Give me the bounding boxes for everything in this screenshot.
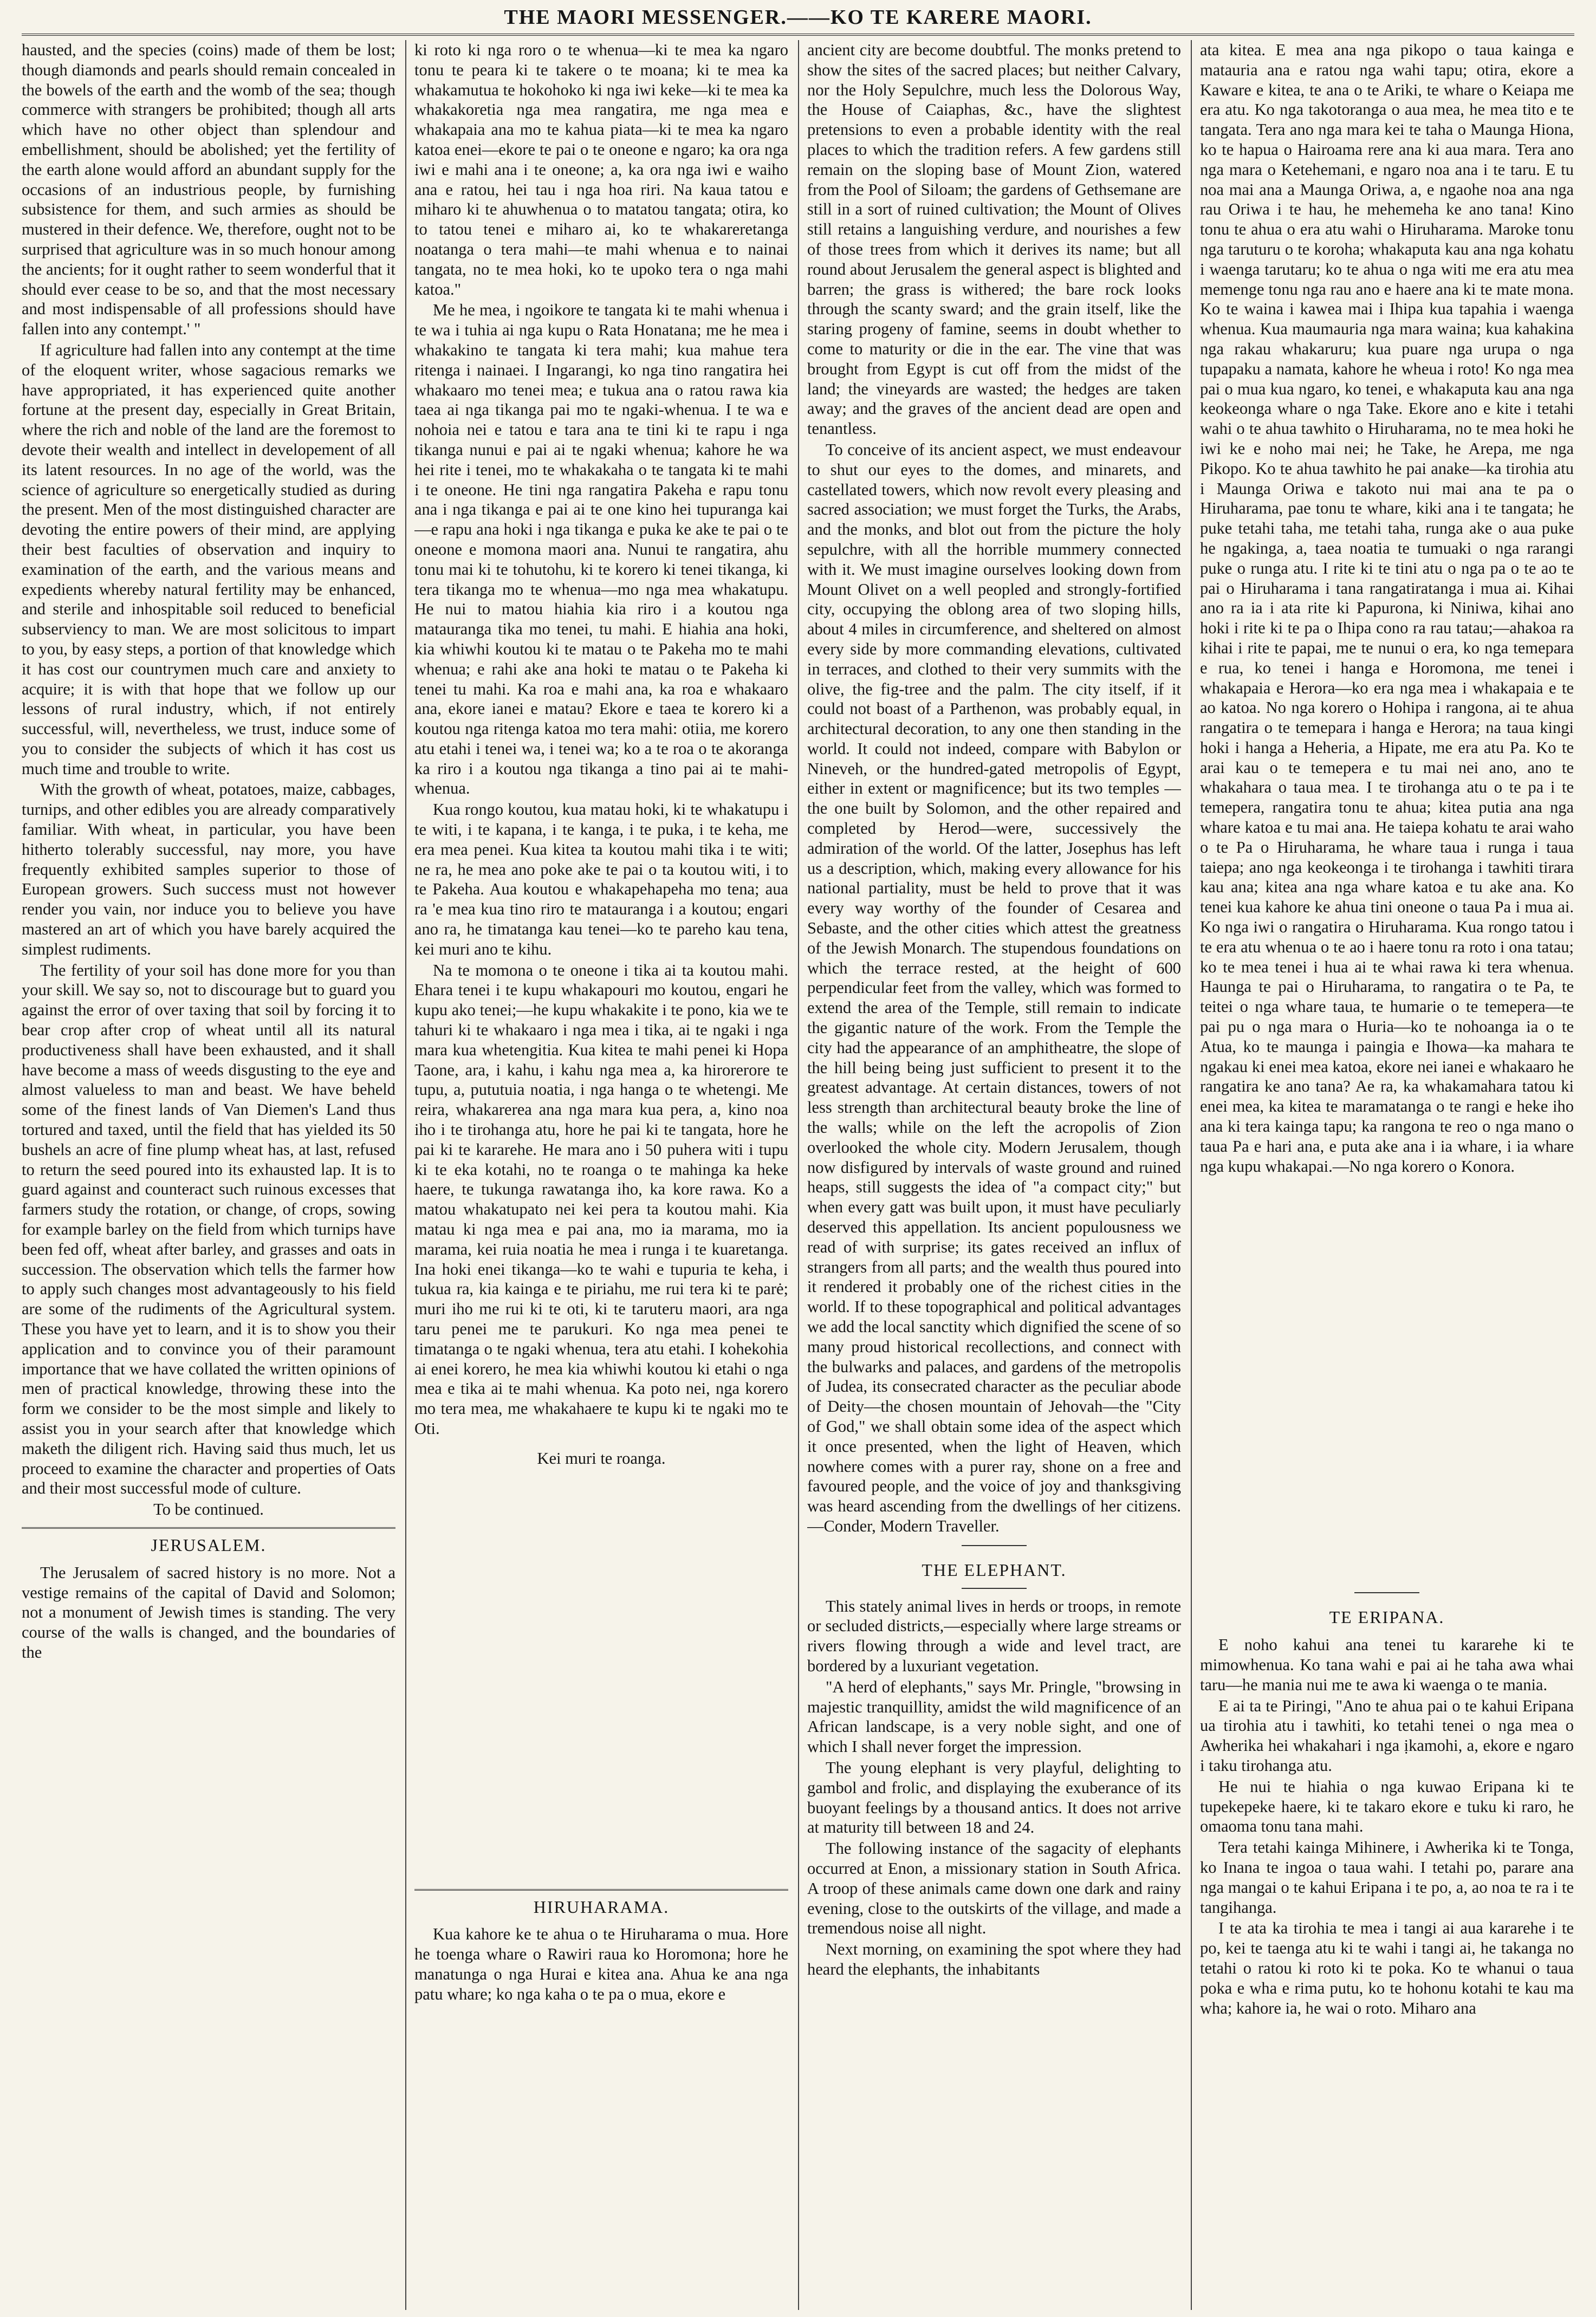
paragraph: hausted, and the species (coins) made of them be lost; though diamonds and pearls should remain concealed in the bowels of the earth and the womb of the sea; though commerce with strangers be prohibited; though all arts which have no other object than splendour and embellishment, should be abolished; yet the fertility of the earth alone would afford an abundant supply for the occasions of an industrious people, by furnishing subsistence for them, and such armies as should be mustered in their defence. We, therefore, ought not to be surprised that agriculture was in so much honour among the ancients; for it ought rather to seem wonderful that it should ever cease to be so, and that the most necessary and most indispensable of all professions should have fallen into any contempt.' ": [22, 41, 395, 339]
paragraph: The fertility of your soil has done more for you than your skill. We say so, not to discourage but to guard you against the error of over taxing that soil by forcing it to bear crop after crop of wheat until all its natural productiveness shall have been exhausted, and it shall have become a mass of weeds disgusting to the eye and almost valueless to man and beast. We have beheld some of the finest lands of Van Diemen's Land thus tortured and taxed, until the field that has yielded its 50 bushels an acre of fine plump wheat has, at last, refused to return the seed poured into its exhausted lap. It is to guard against and counteract such ruinous excesses that farmers study the rotation, or change, of crops, sowing for example barley on the field from which turnips have been fed off, wheat after barley, and grasses and oats in succession. The observation which tells the farmer how to apply such changes most advantageously to his field are some of the rudiments of the Agricultural system. These you have yet to learn, and it is to show you their application and to convince you of their paramount importance that we have collated the written opinions of men of practical knowledge, throwing these into the form we consider to be the most simple and likely to assist you in your search after that knowledge which maketh the diligent rich. Having said thus much, let us proceed to examine the character and properties of Oats and their most successful mode of culture.: [22, 960, 395, 1498]
section-heading-te-eripana: TE ERIPANA.: [1329, 1607, 1445, 1627]
column-divider: [798, 40, 799, 2310]
column-divider: [405, 40, 406, 2310]
paragraph: Kua kahore ke te ahua o te Hiruharama o mua. Hore he toenga whare o Rawiri raua ko Horomona; hore he manatunga o nga Hurai e kitea ana. Ahua ke ana nga patu whare; ko nga kaha o te pa o mua, ekore e: [414, 1925, 788, 2003]
paragraph: The young elephant is very playful, delighting to gambol and frolic, and displaying the exuberance of its buoyant feelings by a thousand antics. It does not arrive at maturity till between 18 and 24.: [807, 1758, 1181, 1837]
divider: [962, 1545, 1027, 1546]
column-1: [22, 40, 395, 2310]
divider: [1354, 1592, 1419, 1593]
paragraph: The following instance of the sagacity of elephants occurred at Enon, a missionary station in South Africa. A troop of these animals came down one dark and rainy evening, close to the outskirts of the village, and made a tremendous noise all night.: [807, 1839, 1181, 1938]
section-heading-hiruharama: HIRUHARAMA.: [414, 1889, 788, 1917]
paragraph: If agriculture had fallen into any contempt at the time of the eloquent writer, whose sagacious remarks we have appropriated, it has experienced quite another fortune at the present day, especially in Great Britain, where the rich and noble of the land are the foremost to devote their wealth and intellect in developement of all its latent resources. In no age of the world, was the science of agriculture so energetically studied as during the present. Men of the most distinguished character are devoting the entire powers of their mind, are applying their best faculties of observation and inquiry to examination of the earth, and the various means and expedients whereby natural fertility may be enhanced, and sterile and inhospitable soil reduced to beneficial subserviency to man. We are most solicitous to impart to you, by easy steps, a portion of that knowledge which it has cost our countrymen much care and anxiety to acquire; it is with that hope that we follow up our lessons of rural industry, which, if not entirely successful, will, nevertheless, we trust, induce some of you to consider the subjects of which it has cost us much time and trouble to write.: [22, 340, 395, 778]
divider: [962, 1588, 1027, 1589]
blank-space: [1200, 1177, 1574, 1583]
paragraph: The Jerusalem of sacred history is no more. Not a vestige remains of the capital of David and Solomon; not a monument of Jewish times is standing. The very course of the walls is changed, and the boundaries of the: [22, 1563, 395, 1662]
masthead: THE MAORI MESSENGER.——KO TE KARERE MAORI.: [504, 6, 1092, 29]
paragraph: E noho kahui ana tenei tu kararehe ki te mimowhenua. Ko tana wahi e pai ai he taha awa whai taru—he mania nui me te awa ki waenga o te mania.: [1200, 1635, 1574, 1694]
masthead-rule: [22, 34, 1574, 36]
paragraph: Me he mea, i ngoikore te tangata ki te mahi whenua i te wa i tuhia ai nga kupu o Rata Honatana; me he mea i whakakino te tangata ki tera mahi; kua mahue tera ritenga i nainaei. I Ingarangi, ko nga tino rangatira hei whakaaro mo tenei mea; e tukua ana o ratou rawa kia taea ai nga tikanga pai mo te ngaki-whenua. I te wa e nohoia nei e tatou e tara ana te tini ki te rapu i nga tikanga nunui e pai ai te ngaki whenua; kahore he wa hei rite i tenei, mo te whakakaha o te tangata ki te mahi i te oneone. He tini nga rangatira Pakeha e rapu tonu ana i nga tikanga e pai ai te one kino hei tupuranga kai—e rapu ana hoki i nga tikanga e puka ke ake te pai o te oneone e momona maori ana. Nunui te rangatira, ahu tonu mai ki te tohutohu, ki te korero ki tenei tikanga, ki tera tikanga mo te whenua—mo nga mea whakatupu. He nui to matou hiahia kia riro i a koutou nga matauranga tika mo tenei, tu mahi. E hiahia ana hoki, kia whiwhi koutou ki te matau o te Pakeha mo te mahi whenua; e rahi ake ana hoki te matau o te Pakeha ki tenei tu mahi. Ka roa e mahi ana, ka roa e whakaaro ana, ekore ianei e matau? Ekore e taea te korero ki a koutou nga ritenga katoa mo tera mahi: otiia, me korero atu etahi i tenei wa, i tenei wa; ko a te roa o te akoranga ka riro i a koutou nga tikanga a tino pai ai te mahi-whenua.: [414, 301, 788, 798]
paragraph: With the growth of wheat, potatoes, maize, cabbages, turnips, and other edibles you are already comparatively familiar. With wheat, in particular, you have been hitherto tolerably successful, nay more, you have frequently exhibited samples superior to those of European growers. Such success must not however render you vain, nor induce you to believe you have mastered an art of which you have barely acquired the simplest rudiments.: [22, 780, 395, 958]
continued-note: Kei muri te roanga.: [537, 1449, 666, 1468]
paragraph: Na te momona o te oneone i tika ai ta koutou mahi. Ehara tenei i te kupu whakapouri mo koutou, engari he kupu ako tenei;—he kupu whakakite i te pono, kia we te tahuri ki te whakaaro i nga mea i tika, ai te ngaki i nga mara kua whetengitia. Kua kitea te mahi penei ki Hopa Taone, ara, i kahu, i kahu nga mea a, ka hirorerore te tupu, a, pututuia noatia, i nga hanga o te whetengi. Me reira, whakarerea ana nga mara kua pera, a, kino noa iho i te tirohanga atu, hore he pai ki te tangata, hore he pai ki te kararehe. He mara ano i 50 puhera witi i tupu ki te eka kotahi, no te roanga o te mahinga ka heke haere, te tukunga rawatanga iho, ka kore rawa. Ko a matou whakatupato nei kei pera ta koutou mahi. Kia matau ki nga mea e pai ana, mo ia marama, mo ia marama, kei ruia noatia he mea i runga i te kuaretanga. Ina hoki enei tikanga—ko te wahi e tupuria te keha, i tukua ra, kia kainga e te piriahu, me rui tera ki te parė; muri iho me rui ki te oti, ki te taruteru maori, ara nga taru penei me te parukuri. Ko nga mea penei te timatanga o te ngaki whenua, tera atu etahi. I kohekohia ai enei korero, he mea kia whiwhi koutou ki etahi o nga mea e tika ai te mahi whenua. Ka poto nei, nga korero mo tera mea, me whakahaere te kupu ki te ngaki mo te Oti.: [414, 960, 788, 1438]
column-3: [807, 40, 1181, 2310]
column-divider: [1191, 40, 1192, 2310]
section-heading-elephant: THE ELEPHANT.: [922, 1560, 1067, 1580]
paragraph: Next morning, on examining the spot where they had heard the elephants, the inhabitants: [807, 1940, 1181, 1978]
paragraph: E ai ta te Piringi, "Ano te ahua pai o te kahui Eripana ua tirohia atu i tawhiti, ko tetahi tenei o nga mea o Awherika hei whakahari i nga ịkamohi, a, ekore e ngaro i taku tirohanga atu.: [1200, 1696, 1574, 1775]
paragraph: He nui te hiahia o nga kuwao Eripana ki te tupekepeke haere, ki te takaro ekore e tuku ki raro, he omaoma tonu tana mahi.: [1200, 1777, 1574, 1836]
paragraph: ancient city are become doubtful. The monks pretend to show the sites of the sacred places; but neither Calvary, nor the Holy Sepulchre, much less the Dolorous Way, the House of Caiaphas, &c., have the slightest pretensions to even a probable identity with the real places to which the tradition refers. A few gardens still remain on the sloping base of Mount Zion, watered from the Pool of Siloam; the gardens of Gethsemane are still in a sort of ruined cultivation; the Mount of Olives still retains a languishing verdure, and nourishes a few of those trees from which it derives its name; but all round about Jerusalem the general aspect is blighted and barren; the grass is withered; the bare rock looks through the scanty sward; and the grain itself, like the staring progeny of famine, seems in doubt whether to come to maturity or die in the ear. The vine that was brought from Egypt is cut off from the midst of the land; the vineyards are wasted; the hedges are taken away; and the graves of the ancient dead are open and tenantless.: [807, 41, 1181, 438]
column-2: [414, 40, 788, 2310]
continued-note: To be continued.: [153, 1500, 264, 1519]
paragraph: To conceive of its ancient aspect, we must endeavour to shut our eyes to the domes, and minarets, and castellated towers, which now revolt every pleasing and sacred association; we must forget the Turks, the Arabs, and the monks, and blot out from the picture the holy sepulchre, with all the horrible mummery connected with it. We must imagine ourselves looking down from Mount Olivet on a well peopled and strongly-fortified city, occupying the oblong area of two sloping hills, about 4 miles in circumference, and sheltered on almost every side by more commanding elevations, cultivated in terraces, and clothed to their very summits with the olive, the fig-tree and the palm. The city itself, if it could not boast of a Parthenon, was probably equal, in architectural decoration, to any one then standing in the world. It could not indeed, compare with Babylon or Nineveh, or the hundred-gated metropolis of Egypt, either in extent or magnificence; but its two temples —the one built by Solomon, and the other repaired and completed by Herod—were, successively the admiration of the world. Of the latter, Josephus has left us a description, which, making every allowance for his national partiality, must be held to prove that it was every way worthy of the founder of Cesarea and Sebaste, and the other cities which attest the greatness of the Jewish Monarch. The stupendous foundations on which the terrace rested, at the height of 600 perpendicular feet from the valley, which was formed to extend the area of the Temple, still remain to indicate the gigantic nature of the work. From the Temple the city had the appearance of an amphitheatre, the slope of the hill being being just sufficient to present it to the greatest advantage. At certain distances, towers of not less strength than architectural beauty broke the line of the walls; while on the left the acropolis of Zion overlooked the whole city. Modern Jerusalem, though now disfigured by intervals of waste ground and ruined heaps, still suggests the idea of "a compact city;" but when every gatt was built upon, it must have peculiarly deserved this appellation. Its ancient populousness we read of with surprise; its gates received an influx of strangers from all parts; and the wealth thus poured into it rendered it probably one of the richest cities in the world. If to these topographical and political advantages we add the local sanctity which dignified the scene of so many proud historical recollections, and connect with the bulwarks and palaces, and gardens of the metropolis of Judea, its consecrated character as the peculiar abode of Deity—the chosen mountain of Jehovah—the "City of God," we shall obtain some idea of the aspect which it once presented, when the light of Heaven, which nowhere comes with a purer ray, shone on a free and favoured people, and the voice of joy and thanksgiving was heard ascending from the dwellings of her citizens.—Conder, Modern Traveller.: [807, 440, 1181, 1535]
paragraph: I te ata ka tirohia te mea i tangi ai aua kararehe i te po, kei te taenga atu ki te wahi i tangi ai, he takanga no tetahi o ratou ki roto ki te poka. Ko te whanui o taua poka e wha e rima putu, ko te hohonu kotahi te kau ma wha; kahore ia, he wai o roto. Miharo ana: [1200, 1919, 1574, 2017]
section-heading-jerusalem: JERUSALEM.: [22, 1527, 395, 1555]
paragraph: This stately animal lives in herds or troops, in remote or secluded districts,—especially where large streams or rivers flowing through a wide and level tract, are bordered by a luxuriant vegetation.: [807, 1596, 1181, 1675]
column-4: [1200, 40, 1574, 2310]
paragraph: Kua rongo koutou, kua matau hoki, ki te whakatupu i te witi, i te kapana, i te kanga, i te puka, i te keha, me era mea penei. Kua kitea ta koutou mahi tika i te witi; ne ra, he mea ano poke ake te pai o ta koutou witi, i to te Pakeha. Aua koutou e whakapehapeha mo tena; aua ra 'e mea kua tino riro te matauranga i a koutou; engari ano ra, he timatanga kau tenei—ko te pareho kau tena, kei muri ano te kihu.: [414, 800, 788, 958]
paragraph: ki roto ki nga roro o te whenua—ki te mea ka ngaro tonu te peara ki te takere o te moana; ki te mea ka whakamutua te hokohoko ki nga iwi keke—ki te mea ka whakakoretia nga mea rangatira, me nga mea e whakapaia ana mo te kahua piata—ki te mea ka ngaro katoa enei—ekore te pai o te oneone e ngaro; ka ora nga iwi e mahi ana i te oneone; a, ka ora nga iwi e waiho ana e ratou, hei tau i nga hoa riri. Na kaua tatou e miharo ki te ahuwhenua o to matatou tangata; otira, ko to tatou tenei e miharo ai, ko te whakareretanga noatanga o tera mahi—te mahi whenua e to nainai tangata, no te mea hoki, ko te upoko tera o nga mahi katoa.": [414, 41, 788, 298]
paragraph: Tera tetahi kainga Mihinere, i Awherika ki te Tonga, ko Inana te ingoa o taua wahi. I tetahi po, parare ana nga mangai o te kahui Eripana i te po, a, ao noa te ra i te tangihanga.: [1200, 1838, 1574, 1917]
paragraph: ata kitea. E mea ana nga pikopo o taua kainga e matauria ana e ratou nga wahi tapu; otira, ekore a Kaware e kitea, te ana o te Ariki, te whare o Keiapa me era atu. Ko nga takotoranga o aua mea, he mea tito e te tangata. Tera ano nga mara kei te taha o Maunga Hiona, ko te hapua o Hairoama rere ana ki aua mara. Tera ano nga mara o Ketehemani, e ngaro noa ana i te taru. E tu noa mai ana a Maunga Oriwa, a, e ngaohe noa ana nga rau Oriwa i te hau, he mehemeha ke ano tana! Kino tonu te ahua o era atu wahi o Hiruharama. Maroke tonu nga taruturu o te koroha; whakaputa kau ana nga kohatu i waenga tarutaru; ko te ahua o nga witi me era atu mea memenge tonu nga rau ano e haere ana ki te mate mona. Ko te waina i kawea mai i Ihipa kua tapahia i waenga whenua. Kua maumauria nga mara waina; kua kahakina nga rakau whakaruru; kua puare nga urupa o nga tupapaku a namata, kahore he wheua i roto! Ko nga mea pai o mua kua ngaro, ko tenei, e whakaputa kau ana nga keokeonga whare o nga Take. Ekore ano e kite i tetahi wahi o te ahua tawhito o Hiruharama, no te mea hoki he iwi ke e noho mai nei; he Take, he Arepa, me nga Pikopo. Ko te ahua tawhito he pai anake—ka tirohia atu i Maunga Oriwa e takoto nui mai ana te pa o Hiruharama, pae tonu te whare, kiki ana i te tangata; he puke tetahi taha, me tetahi taha, runga ake o aua puke he ngakinga, a, taea noatia te tumuaki o nga rarangi puke o runga atu. I rite ki te tini atu o nga pa o te ao te pai o Hiruharama i tana rangatiratanga i mua ai. Kihai ano ra ia i ata rite ki Papurona, ki Niniwa, kihai ano hoki i rite ki te pa o Ihipa cono ra rau tatau;—ahakoa ra kihai i rite te papai, me te nunui o era, ko nga temepara e rua, ko tenei i hanga e Horomona, me tenei i whakapaia e Herora—ko era nga mea i whakapaia e te ao katoa. No nga korero o Hohipa i rangona, ai te ahua rangatira o te temepara i hanga e Herora; na taua kingi hoki i hanga a Heheria, a Hipate, me era atu Pa. Ko te arai kau o te temepera e tu mai nei ano, ano te whakahara o taua mea. I te tirohanga atu o te pa i te temepera, rangatira tonu te ahua; kitea putia ana nga whare katoa e tu mai ana. He taiepa kohatu te arai waho o te Pa o Hiruharama, he whare taua i runga i taua taiepa; ano nga keokeonga i te tirohanga i tawhiti tirara kau ana; kitea ana nga whare katoa e tu ake ana. Ko tenei kua kahore ke ahua tini oneone o taua Pa i mua ai. Ko nga iwi o rangatira o Hiruharama. Kua rongo tatou i te era atu whenua o te ao i haere tonu ra roto i ona tatau; ko te mea tenei i hua ai te whai rawa ki tera whenua. Haunga te pai o Hiruharama, to rangatira o te Pa, te teitei o nga whare taua, te humarie o te temepera—te pai pu o nga mara o Huria—ko te nohoanga ia o te Atua, ko te maunga i paingia e Ihowa—ka mahara te ngakau ki enei mea katoa, ekore nei ianei e whakaaro he rangatira ke ano tana? Ae ra, ka whakamahara tatou ki enei mea, ka kitea te maramatanga o te rangi e heke iho ana ki tera kainga tapu; ka rangona te reo o nga mano o taua Pa e hari ana, e puta ake ana i ia whare, i ia whare nga kupu whakapai.—No nga korero o Konora.: [1200, 41, 1574, 1176]
paragraph: "A herd of elephants," says Mr. Pringle, "browsing in majestic tranquillity, amidst the wild magnificence of an African landscape, is a very noble sight, and one of which I shall never forget the impression.: [807, 1677, 1181, 1756]
blank-space: [414, 1470, 788, 1881]
